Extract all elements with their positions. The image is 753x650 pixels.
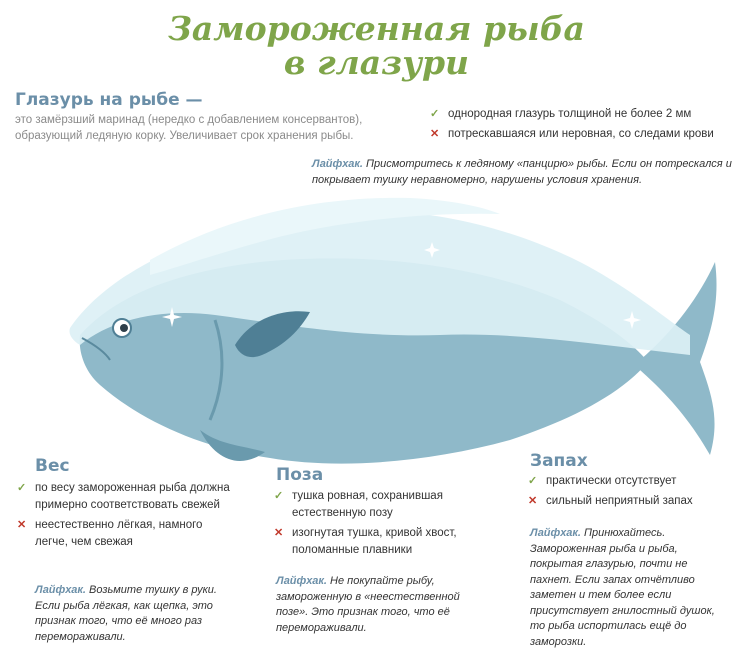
pose-bad-text: изогнутая тушка, кривой хвост, поломанные плавники (292, 527, 457, 556)
tip-label: Лайфхак. (276, 575, 327, 587)
check-icon: ✓ (17, 482, 27, 494)
list-item (526, 473, 741, 490)
weight-good-text: по весу замороженная рыба должна примерно соответствовать свежей (35, 482, 230, 511)
weight-tip (35, 583, 235, 645)
list-item (526, 493, 741, 510)
glaze-heading: Глазурь на рыбе — (15, 90, 203, 110)
smell-tip (530, 526, 730, 650)
smell-heading: Запах (530, 451, 588, 471)
pose-tip (276, 574, 476, 636)
pose-criteria-list (272, 488, 477, 562)
weight-heading: Вес (35, 456, 70, 476)
list-item (15, 480, 230, 514)
smell-bad-text: сильный неприятный запах (546, 495, 693, 507)
cross-icon: ✕ (430, 128, 440, 140)
title-line-2: в глазури (283, 43, 470, 82)
tip-label: Лайфхак. (530, 527, 581, 539)
glaze-bad-text: потрескавшаяся или неровная, со следами крови (448, 128, 714, 140)
tip-label: Лайфхак. (35, 584, 86, 596)
cross-icon: ✕ (17, 519, 27, 531)
weight-bad-text: неестественно лёгкая, намного легче, чем свежая (35, 519, 203, 548)
list-item (272, 488, 477, 522)
check-icon: ✓ (274, 490, 284, 502)
pose-heading: Поза (276, 465, 324, 485)
list-item (272, 525, 477, 559)
cross-icon: ✕ (274, 527, 284, 539)
tip-text: Возьмите тушку в руки. Если рыба лёгкая, как щепка, это признак того, что её много раз перемораживали. (35, 584, 217, 643)
smell-good-text: практически отсутствует (546, 475, 677, 487)
cross-icon: ✕ (528, 495, 538, 507)
list-item (15, 517, 230, 551)
tip-text: Не покупайте рыбу, замороженную в «неестественной позе». Это признак того, что её перемораживали. (276, 575, 460, 634)
fish-tail (640, 262, 717, 455)
fish-pupil (120, 324, 128, 332)
tip-text: Принюхайтесь. Замороженная рыба и рыба, покрытая глазурью, почти не пахнет. Если запах отчётливо заметен и тем более если присутствует гнилостный душок, то рыба испортилась ещё до заморозки. (530, 527, 715, 648)
check-icon: ✓ (528, 475, 538, 487)
tip-label: Лайфхак. (312, 158, 363, 170)
tip-text: Присмотритесь к ледяному «панцирю» рыбы. Если он потрескался и покрывает тушку неравномерно, нарушены условия хранения. (312, 158, 732, 186)
glaze-good-text: однородная глазурь толщиной не более 2 мм (448, 108, 692, 120)
title-line-1: Замороженная рыба (168, 9, 585, 48)
pose-good-text: тушка ровная, сохранившая естественную позу (292, 490, 443, 519)
check-icon: ✓ (430, 108, 440, 120)
weight-criteria-list (15, 480, 230, 554)
glaze-definition: это замёрзший маринад (нередко с добавлением консервантов), образующий ледяную корку. Увеличивает срок хранения рыбы. (15, 114, 363, 142)
smell-criteria-list (526, 473, 741, 513)
